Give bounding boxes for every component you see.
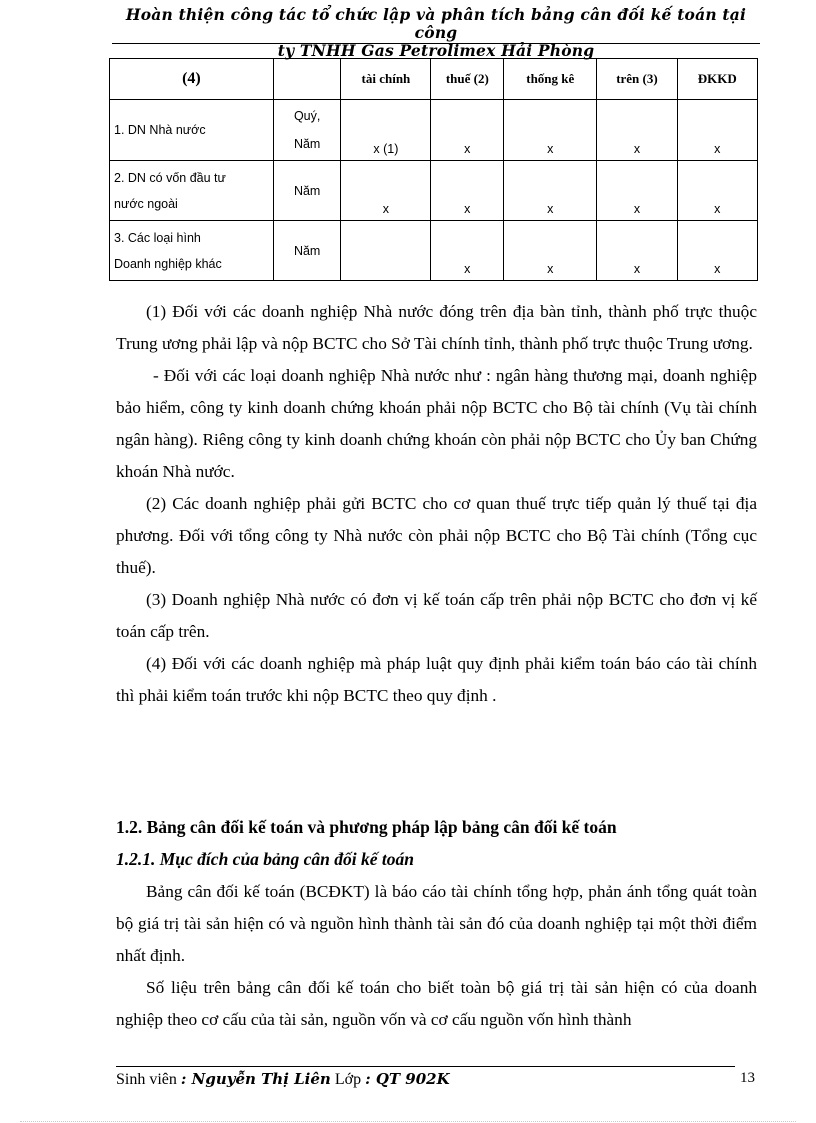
row-mark: x <box>677 161 757 221</box>
section-paragraph-1: Bảng cân đối kế toán (BCĐKT) là báo cáo tài chính tổng hợp, phản ánh tổng quát toàn bộ giá trị tài sản hiện có và nguồn hình thành tài sản đó của doanh nghiệp tại một thời điểm nhất định. <box>116 882 757 965</box>
row-period: Năm <box>273 161 341 221</box>
row-mark: x (1) <box>341 100 431 161</box>
class-label: Lớp <box>334 1071 362 1088</box>
table-header-cell: thuế (2) <box>431 59 504 100</box>
page-header <box>112 6 760 60</box>
header-divider <box>112 43 760 44</box>
note-1: (1) Đối với các doanh nghiệp Nhà nước đóng trên địa bàn tỉnh, thành phố trực thuộc Trung ương phải lập và nộp BCTC cho Sở Tài chính tỉnh, thành phố trực thuộc Trung ương. <box>116 302 757 353</box>
header-title-line2: ty TNHH Gas Petrolimex Hải Phòng <box>277 41 595 60</box>
row-period: Quý, Năm <box>273 100 341 161</box>
row-mark: x <box>677 221 757 281</box>
table-header-row <box>110 59 758 100</box>
table-header-cell: ĐKKD <box>677 59 757 100</box>
note-2: (2) Các doanh nghiệp phải gửi BCTC cho cơ quan thuế trực tiếp quản lý thuế tại địa phương. Đối với tổng công ty Nhà nước còn phải nộp BCTC cho Bộ Tài chính (Tổng cục thuế). <box>116 494 757 577</box>
student-name: : Nguyễn Thị Liên <box>180 1070 331 1088</box>
table-header-cell: tài chính <box>341 59 431 100</box>
row-label: 3. Các loại hình Doanh nghiệp khác <box>110 221 274 281</box>
footer-divider <box>116 1066 735 1067</box>
row-period: Năm <box>273 221 341 281</box>
row-mark: x <box>597 100 677 161</box>
table-row <box>110 221 758 281</box>
row-mark <box>341 221 431 281</box>
page-number: 13 <box>740 1070 755 1086</box>
row-mark: x <box>677 100 757 161</box>
table-row <box>110 100 758 161</box>
row-mark: x <box>431 221 504 281</box>
row-mark: x <box>597 221 677 281</box>
row-label: 2. DN có vốn đầu tư nước ngoài <box>110 161 274 221</box>
row-mark: x <box>431 100 504 161</box>
row-mark: x <box>504 221 597 281</box>
class-value: : QT 902K <box>365 1070 450 1088</box>
note-4: (4) Đối với các doanh nghiệp mà pháp luật quy định phải kiểm toán báo cáo tài chính thì phải kiểm toán trước khi nộp BCTC theo quy định . <box>116 654 757 705</box>
section-body <box>116 876 757 1036</box>
note-1b: - Đối với các loại doanh nghiệp Nhà nước như : ngân hàng thương mại, doanh nghiệp bảo hiểm, công ty kinh doanh chứng khoán phải nộp BCTC cho Bộ tài chính (Vụ tài chính ngân hàng). Riêng công ty kinh doanh chứng khoán còn phải nộp BCTC cho Ủy ban Chứng khoán Nhà nước. <box>116 366 757 481</box>
row-label: 1. DN Nhà nước <box>110 100 274 161</box>
section-paragraph-2: Số liệu trên bảng cân đối kế toán cho biết toàn bộ giá trị tài sản hiện có của doanh nghiệp theo cơ cấu của tài sản, nguồn vốn và cơ cấu nguồn vốn hình thành <box>116 978 757 1029</box>
notes-block <box>116 296 757 712</box>
table-row <box>110 161 758 221</box>
row-mark: x <box>597 161 677 221</box>
student-label: Sinh viên <box>116 1071 177 1088</box>
row-mark: x <box>431 161 504 221</box>
header-title-line1: Hoàn thiện công tác tổ chức lập và phân tích bảng cân đối kế toán tại công <box>125 5 747 42</box>
row-mark: x <box>504 100 597 161</box>
table-header-cell: trên (3) <box>597 59 677 100</box>
table-header-cell: thống kê <box>504 59 597 100</box>
section-title: 1.2. Bảng cân đối kế toán và phương pháp lập bảng cân đối kế toán <box>116 817 617 837</box>
table-header-cell <box>273 59 341 100</box>
reporting-table <box>109 58 758 281</box>
table-header-cell: (4) <box>110 59 274 100</box>
row-mark: x <box>504 161 597 221</box>
page-edge <box>20 1121 796 1122</box>
subsection-title: 1.2.1. Mục đích của bảng cân đối kế toán <box>116 849 415 869</box>
row-mark: x <box>341 161 431 221</box>
page-footer <box>116 1070 450 1089</box>
note-3: (3) Doanh nghiệp Nhà nước có đơn vị kế toán cấp trên phải nộp BCTC cho đơn vị kế toán cấp trên. <box>116 590 757 641</box>
